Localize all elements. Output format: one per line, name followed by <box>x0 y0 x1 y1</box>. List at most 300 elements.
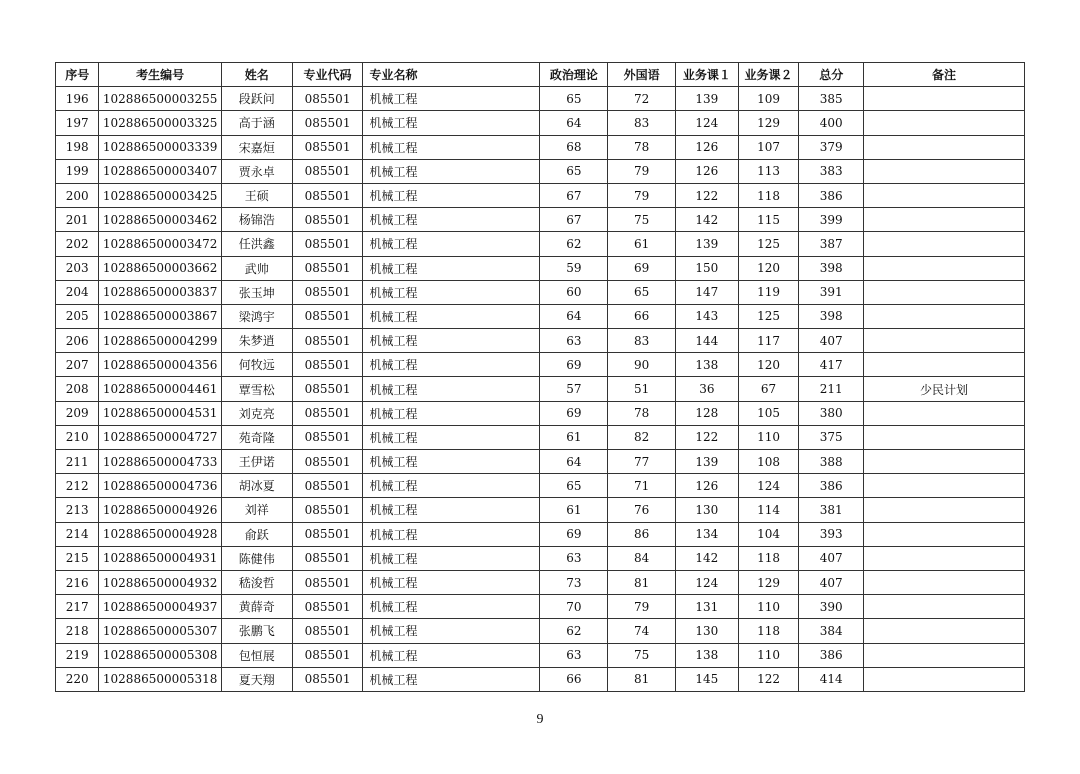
cell-name: 张玉坤 <box>221 280 292 304</box>
cell-major-name: 机械工程 <box>363 304 540 328</box>
table-row <box>56 304 1025 328</box>
cell-total: 211 <box>799 377 864 401</box>
table-row <box>56 329 1025 353</box>
cell-name: 苑奇隆 <box>221 425 292 449</box>
cell-remarks <box>864 135 1025 159</box>
cell-index: 196 <box>56 87 99 111</box>
cell-remarks <box>864 111 1025 135</box>
cell-remarks <box>864 353 1025 377</box>
cell-exam-id: 102886500003255 <box>99 87 221 111</box>
cell-index: 203 <box>56 256 99 280</box>
cell-index: 198 <box>56 135 99 159</box>
cell-course-2: 110 <box>738 425 799 449</box>
cell-index: 220 <box>56 667 99 691</box>
cell-index: 205 <box>56 304 99 328</box>
cell-major-name: 机械工程 <box>363 619 540 643</box>
cell-name: 夏天翔 <box>221 667 292 691</box>
cell-exam-id: 102886500003472 <box>99 232 221 256</box>
cell-politics: 67 <box>540 183 608 207</box>
table-row <box>56 183 1025 207</box>
cell-major-name: 机械工程 <box>363 135 540 159</box>
cell-total: 399 <box>799 208 864 232</box>
cell-politics: 69 <box>540 522 608 546</box>
cell-foreign-language: 81 <box>608 570 676 594</box>
cell-course-2: 105 <box>738 401 799 425</box>
table-row <box>56 425 1025 449</box>
cell-course-1: 139 <box>675 232 738 256</box>
cell-index: 211 <box>56 450 99 474</box>
cell-course-2: 118 <box>738 619 799 643</box>
cell-remarks <box>864 159 1025 183</box>
cell-major-code: 085501 <box>292 256 363 280</box>
cell-course-1: 145 <box>675 667 738 691</box>
cell-course-2: 110 <box>738 595 799 619</box>
cell-politics: 64 <box>540 450 608 474</box>
cell-exam-id: 102886500004727 <box>99 425 221 449</box>
cell-exam-id: 102886500003425 <box>99 183 221 207</box>
cell-course-2: 114 <box>738 498 799 522</box>
cell-course-1: 128 <box>675 401 738 425</box>
cell-course-2: 107 <box>738 135 799 159</box>
cell-politics: 67 <box>540 208 608 232</box>
cell-name: 陈健伟 <box>221 546 292 570</box>
cell-name: 刘克亮 <box>221 401 292 425</box>
cell-major-code: 085501 <box>292 135 363 159</box>
cell-major-name: 机械工程 <box>363 208 540 232</box>
cell-politics: 73 <box>540 570 608 594</box>
cell-foreign-language: 79 <box>608 595 676 619</box>
cell-foreign-language: 75 <box>608 208 676 232</box>
cell-course-2: 113 <box>738 159 799 183</box>
cell-politics: 65 <box>540 87 608 111</box>
cell-exam-id: 102886500003867 <box>99 304 221 328</box>
cell-major-code: 085501 <box>292 111 363 135</box>
cell-remarks <box>864 183 1025 207</box>
cell-foreign-language: 72 <box>608 87 676 111</box>
cell-remarks <box>864 643 1025 667</box>
cell-foreign-language: 51 <box>608 377 676 401</box>
cell-major-name: 机械工程 <box>363 643 540 667</box>
cell-course-2: 120 <box>738 256 799 280</box>
cell-course-1: 150 <box>675 256 738 280</box>
header-exam-id: 考生编号 <box>99 63 221 87</box>
cell-foreign-language: 69 <box>608 256 676 280</box>
cell-total: 407 <box>799 546 864 570</box>
table-row <box>56 546 1025 570</box>
cell-politics: 63 <box>540 643 608 667</box>
table-row <box>56 377 1025 401</box>
cell-foreign-language: 90 <box>608 353 676 377</box>
cell-remarks <box>864 280 1025 304</box>
cell-politics: 63 <box>540 546 608 570</box>
cell-major-code: 085501 <box>292 377 363 401</box>
cell-total: 380 <box>799 401 864 425</box>
cell-politics: 61 <box>540 425 608 449</box>
cell-remarks <box>864 570 1025 594</box>
cell-course-2: 109 <box>738 87 799 111</box>
cell-remarks <box>864 87 1025 111</box>
cell-major-code: 085501 <box>292 546 363 570</box>
cell-course-2: 108 <box>738 450 799 474</box>
cell-remarks <box>864 425 1025 449</box>
header-course-1: 业务课１ <box>675 63 738 87</box>
cell-remarks <box>864 450 1025 474</box>
cell-index: 219 <box>56 643 99 667</box>
cell-major-code: 085501 <box>292 353 363 377</box>
cell-politics: 61 <box>540 498 608 522</box>
table-row <box>56 619 1025 643</box>
cell-name: 武帅 <box>221 256 292 280</box>
cell-course-2: 117 <box>738 329 799 353</box>
cell-course-2: 67 <box>738 377 799 401</box>
cell-name: 俞跃 <box>221 522 292 546</box>
cell-name: 高于涵 <box>221 111 292 135</box>
cell-major-code: 085501 <box>292 619 363 643</box>
cell-total: 386 <box>799 643 864 667</box>
cell-major-name: 机械工程 <box>363 425 540 449</box>
table-row <box>56 474 1025 498</box>
cell-major-name: 机械工程 <box>363 498 540 522</box>
cell-index: 212 <box>56 474 99 498</box>
cell-major-code: 085501 <box>292 570 363 594</box>
cell-foreign-language: 81 <box>608 667 676 691</box>
cell-course-2: 129 <box>738 570 799 594</box>
score-table <box>55 62 1025 692</box>
cell-foreign-language: 78 <box>608 135 676 159</box>
cell-foreign-language: 74 <box>608 619 676 643</box>
cell-total: 414 <box>799 667 864 691</box>
cell-politics: 64 <box>540 304 608 328</box>
header-foreign-language: 外国语 <box>608 63 676 87</box>
header-index: 序号 <box>56 63 99 87</box>
cell-name: 朱梦逍 <box>221 329 292 353</box>
cell-course-2: 119 <box>738 280 799 304</box>
cell-index: 201 <box>56 208 99 232</box>
table-row <box>56 353 1025 377</box>
cell-major-name: 机械工程 <box>363 546 540 570</box>
cell-course-1: 126 <box>675 474 738 498</box>
cell-politics: 64 <box>540 111 608 135</box>
cell-total: 393 <box>799 522 864 546</box>
cell-major-code: 085501 <box>292 450 363 474</box>
cell-index: 216 <box>56 570 99 594</box>
cell-remarks <box>864 304 1025 328</box>
header-row <box>56 63 1025 87</box>
cell-course-1: 124 <box>675 570 738 594</box>
cell-remarks <box>864 667 1025 691</box>
cell-major-code: 085501 <box>292 425 363 449</box>
cell-name: 覃雪松 <box>221 377 292 401</box>
cell-exam-id: 102886500005307 <box>99 619 221 643</box>
cell-major-name: 机械工程 <box>363 474 540 498</box>
cell-index: 207 <box>56 353 99 377</box>
cell-major-code: 085501 <box>292 498 363 522</box>
cell-remarks <box>864 619 1025 643</box>
table-row <box>56 401 1025 425</box>
cell-course-2: 120 <box>738 353 799 377</box>
cell-name: 段跃问 <box>221 87 292 111</box>
cell-politics: 69 <box>540 401 608 425</box>
cell-course-1: 122 <box>675 425 738 449</box>
cell-major-name: 机械工程 <box>363 183 540 207</box>
cell-major-name: 机械工程 <box>363 329 540 353</box>
cell-total: 381 <box>799 498 864 522</box>
cell-exam-id: 102886500004932 <box>99 570 221 594</box>
cell-name: 任洪鑫 <box>221 232 292 256</box>
cell-name: 嵇浚哲 <box>221 570 292 594</box>
cell-remarks <box>864 546 1025 570</box>
cell-foreign-language: 78 <box>608 401 676 425</box>
cell-foreign-language: 77 <box>608 450 676 474</box>
cell-major-code: 085501 <box>292 183 363 207</box>
cell-remarks <box>864 329 1025 353</box>
cell-remarks <box>864 498 1025 522</box>
cell-major-name: 机械工程 <box>363 401 540 425</box>
cell-index: 218 <box>56 619 99 643</box>
cell-major-code: 085501 <box>292 232 363 256</box>
cell-foreign-language: 84 <box>608 546 676 570</box>
cell-total: 383 <box>799 159 864 183</box>
cell-total: 384 <box>799 619 864 643</box>
cell-index: 208 <box>56 377 99 401</box>
cell-course-1: 143 <box>675 304 738 328</box>
cell-course-1: 126 <box>675 135 738 159</box>
cell-foreign-language: 76 <box>608 498 676 522</box>
cell-name: 贾永卓 <box>221 159 292 183</box>
cell-major-code: 085501 <box>292 87 363 111</box>
cell-total: 385 <box>799 87 864 111</box>
cell-politics: 59 <box>540 256 608 280</box>
cell-index: 213 <box>56 498 99 522</box>
cell-foreign-language: 66 <box>608 304 676 328</box>
cell-politics: 68 <box>540 135 608 159</box>
cell-name: 宋嘉烜 <box>221 135 292 159</box>
table-row <box>56 87 1025 111</box>
cell-course-2: 129 <box>738 111 799 135</box>
cell-total: 398 <box>799 256 864 280</box>
cell-exam-id: 102886500004937 <box>99 595 221 619</box>
cell-major-code: 085501 <box>292 329 363 353</box>
cell-total: 417 <box>799 353 864 377</box>
cell-name: 何牧远 <box>221 353 292 377</box>
cell-name: 张鹏飞 <box>221 619 292 643</box>
cell-index: 204 <box>56 280 99 304</box>
table-row <box>56 643 1025 667</box>
cell-exam-id: 102886500003339 <box>99 135 221 159</box>
header-course-2: 业务课２ <box>738 63 799 87</box>
cell-major-name: 机械工程 <box>363 232 540 256</box>
cell-remarks <box>864 208 1025 232</box>
cell-total: 398 <box>799 304 864 328</box>
cell-course-2: 125 <box>738 304 799 328</box>
cell-politics: 66 <box>540 667 608 691</box>
cell-course-2: 118 <box>738 183 799 207</box>
header-remarks: 备注 <box>864 63 1025 87</box>
cell-index: 202 <box>56 232 99 256</box>
cell-course-1: 126 <box>675 159 738 183</box>
table-row <box>56 208 1025 232</box>
cell-total: 386 <box>799 183 864 207</box>
cell-course-1: 139 <box>675 87 738 111</box>
cell-index: 210 <box>56 425 99 449</box>
cell-course-1: 130 <box>675 498 738 522</box>
header-major-code: 专业代码 <box>292 63 363 87</box>
cell-major-code: 085501 <box>292 522 363 546</box>
cell-course-1: 131 <box>675 595 738 619</box>
cell-major-code: 085501 <box>292 643 363 667</box>
cell-major-code: 085501 <box>292 595 363 619</box>
cell-remarks <box>864 256 1025 280</box>
table-row <box>56 111 1025 135</box>
cell-course-1: 122 <box>675 183 738 207</box>
cell-total: 407 <box>799 329 864 353</box>
cell-index: 209 <box>56 401 99 425</box>
table-row <box>56 232 1025 256</box>
cell-index: 199 <box>56 159 99 183</box>
cell-exam-id: 102886500004733 <box>99 450 221 474</box>
cell-foreign-language: 79 <box>608 183 676 207</box>
cell-name: 黄薛奇 <box>221 595 292 619</box>
cell-major-name: 机械工程 <box>363 522 540 546</box>
cell-name: 梁鸿宇 <box>221 304 292 328</box>
cell-course-2: 110 <box>738 643 799 667</box>
cell-politics: 60 <box>540 280 608 304</box>
cell-course-1: 36 <box>675 377 738 401</box>
cell-politics: 57 <box>540 377 608 401</box>
cell-course-2: 124 <box>738 474 799 498</box>
header-major-name: 专业名称 <box>363 63 540 87</box>
cell-total: 387 <box>799 232 864 256</box>
cell-exam-id: 102886500003407 <box>99 159 221 183</box>
table-row <box>56 256 1025 280</box>
cell-total: 379 <box>799 135 864 159</box>
cell-politics: 62 <box>540 232 608 256</box>
cell-foreign-language: 71 <box>608 474 676 498</box>
cell-course-2: 118 <box>738 546 799 570</box>
cell-course-1: 142 <box>675 546 738 570</box>
cell-course-1: 124 <box>675 111 738 135</box>
cell-total: 391 <box>799 280 864 304</box>
cell-remarks <box>864 232 1025 256</box>
page-number: 9 <box>536 712 544 727</box>
cell-foreign-language: 61 <box>608 232 676 256</box>
cell-politics: 62 <box>540 619 608 643</box>
header-name: 姓名 <box>221 63 292 87</box>
cell-name: 杨锦浩 <box>221 208 292 232</box>
cell-exam-id: 102886500004926 <box>99 498 221 522</box>
cell-index: 206 <box>56 329 99 353</box>
cell-total: 386 <box>799 474 864 498</box>
cell-course-1: 134 <box>675 522 738 546</box>
cell-major-code: 085501 <box>292 280 363 304</box>
cell-index: 214 <box>56 522 99 546</box>
cell-course-2: 115 <box>738 208 799 232</box>
cell-major-name: 机械工程 <box>363 353 540 377</box>
cell-course-1: 138 <box>675 353 738 377</box>
cell-major-code: 085501 <box>292 474 363 498</box>
cell-total: 400 <box>799 111 864 135</box>
cell-foreign-language: 65 <box>608 280 676 304</box>
cell-major-name: 机械工程 <box>363 570 540 594</box>
cell-major-name: 机械工程 <box>363 159 540 183</box>
table-row <box>56 595 1025 619</box>
cell-politics: 65 <box>540 474 608 498</box>
cell-exam-id: 102886500003662 <box>99 256 221 280</box>
cell-course-2: 104 <box>738 522 799 546</box>
cell-total: 388 <box>799 450 864 474</box>
cell-major-name: 机械工程 <box>363 667 540 691</box>
cell-course-1: 130 <box>675 619 738 643</box>
cell-politics: 65 <box>540 159 608 183</box>
cell-course-1: 144 <box>675 329 738 353</box>
cell-total: 407 <box>799 570 864 594</box>
cell-exam-id: 102886500004931 <box>99 546 221 570</box>
cell-name: 胡冰夏 <box>221 474 292 498</box>
cell-major-code: 085501 <box>292 667 363 691</box>
cell-foreign-language: 75 <box>608 643 676 667</box>
table-row <box>56 570 1025 594</box>
cell-total: 390 <box>799 595 864 619</box>
cell-exam-id: 102886500004736 <box>99 474 221 498</box>
table-row <box>56 498 1025 522</box>
cell-exam-id: 102886500004299 <box>99 329 221 353</box>
cell-course-2: 122 <box>738 667 799 691</box>
cell-exam-id: 102886500003837 <box>99 280 221 304</box>
table-row <box>56 450 1025 474</box>
cell-remarks <box>864 522 1025 546</box>
cell-exam-id: 102886500004461 <box>99 377 221 401</box>
cell-major-name: 机械工程 <box>363 256 540 280</box>
cell-exam-id: 102886500004356 <box>99 353 221 377</box>
cell-major-name: 机械工程 <box>363 111 540 135</box>
table-row <box>56 280 1025 304</box>
cell-remarks <box>864 474 1025 498</box>
cell-major-name: 机械工程 <box>363 280 540 304</box>
cell-foreign-language: 86 <box>608 522 676 546</box>
cell-name: 刘祥 <box>221 498 292 522</box>
cell-course-1: 142 <box>675 208 738 232</box>
cell-name: 包恒展 <box>221 643 292 667</box>
cell-exam-id: 102886500003462 <box>99 208 221 232</box>
cell-index: 197 <box>56 111 99 135</box>
cell-remarks <box>864 595 1025 619</box>
cell-remarks: 少民计划 <box>864 377 1025 401</box>
cell-major-name: 机械工程 <box>363 87 540 111</box>
header-total: 总分 <box>799 63 864 87</box>
cell-name: 王硕 <box>221 183 292 207</box>
cell-major-code: 085501 <box>292 401 363 425</box>
cell-remarks <box>864 401 1025 425</box>
cell-exam-id: 102886500004928 <box>99 522 221 546</box>
cell-major-code: 085501 <box>292 304 363 328</box>
cell-course-1: 138 <box>675 643 738 667</box>
cell-course-1: 139 <box>675 450 738 474</box>
header-politics: 政治理论 <box>540 63 608 87</box>
cell-major-name: 机械工程 <box>363 377 540 401</box>
cell-exam-id: 102886500005308 <box>99 643 221 667</box>
cell-exam-id: 102886500003325 <box>99 111 221 135</box>
cell-politics: 69 <box>540 353 608 377</box>
table-row <box>56 159 1025 183</box>
cell-index: 200 <box>56 183 99 207</box>
cell-politics: 70 <box>540 595 608 619</box>
table-row <box>56 667 1025 691</box>
cell-politics: 63 <box>540 329 608 353</box>
cell-major-name: 机械工程 <box>363 595 540 619</box>
cell-index: 215 <box>56 546 99 570</box>
cell-name: 王伊诺 <box>221 450 292 474</box>
cell-foreign-language: 83 <box>608 111 676 135</box>
